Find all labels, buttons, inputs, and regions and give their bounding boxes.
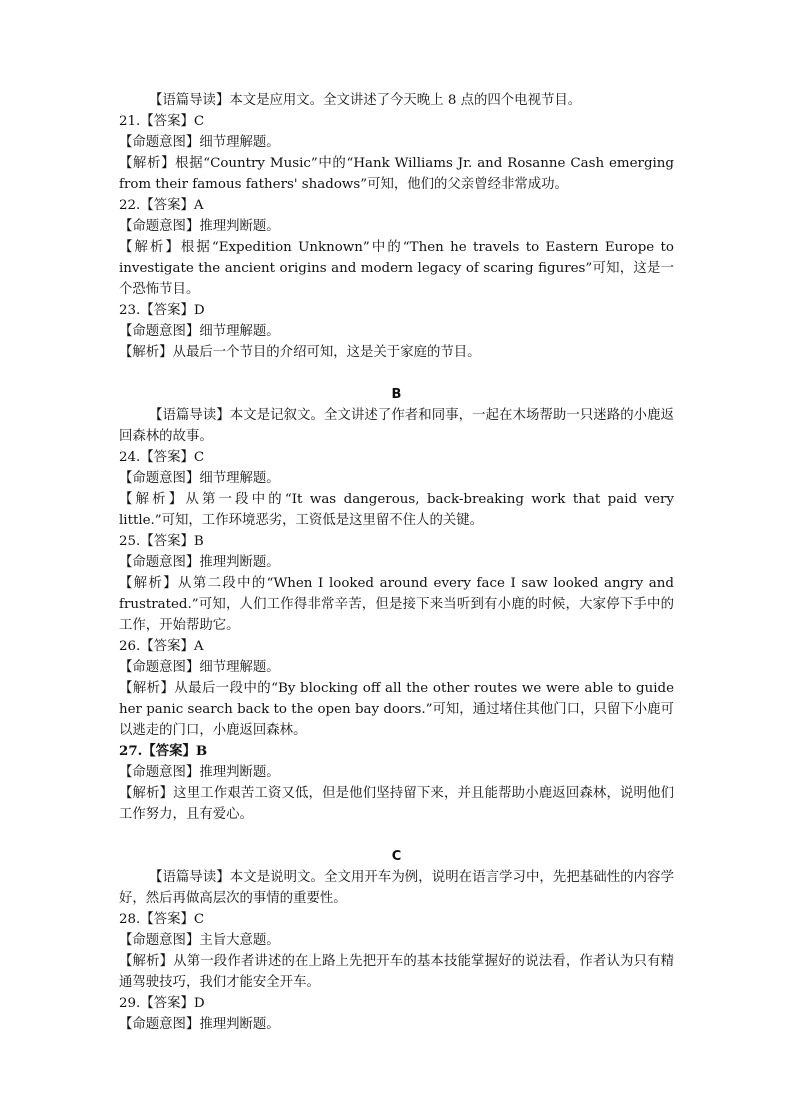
intent-28: 【命题意图】主旨大意题。: [119, 933, 280, 948]
answer-21: 21.【答案】C: [119, 114, 205, 129]
answer-28: 28.【答案】C: [119, 912, 205, 927]
spacer: [119, 363, 674, 384]
answer-25: 25.【答案】B: [119, 534, 204, 549]
spacer: [119, 825, 674, 846]
answer-key-page: [119, 90, 674, 1035]
analysis-22: 【解析】根据“Expedition Unknown”中的“Then he travels to Eastern Europe to investigate the ancient origins and modern legacy of scaring figures”可知，这是一个恐怖节目。: [119, 240, 674, 297]
intent-27: 【命题意图】推理判断题。: [119, 765, 280, 780]
section-b-intro: 【语篇导读】本文是记叙文。全文讲述了作者和同事，一起在木场帮助一只迷路的小鹿返回森林的故事。: [119, 408, 674, 444]
answer-22: 22.【答案】A: [119, 198, 204, 213]
intent-26: 【命题意图】细节理解题。: [119, 660, 280, 675]
analysis-26: 【解析】从最后一段中的“By blocking off all the other routes we were able to guide her panic search back to the open bay doors.”可知，通过堵住其他门口，只留下小鹿可以逃走的门口，小鹿返回森林。: [119, 681, 674, 738]
analysis-25: 【解析】从第二段中的“When I looked around every face I saw looked angry and frustrated.”可知，人们工作得非常辛苦，但是接下来当听到有小鹿的时候，大家停下手中的工作，开始帮助它。: [119, 576, 674, 633]
intent-21: 【命题意图】细节理解题。: [119, 135, 280, 150]
answer-23: 23.【答案】D: [119, 303, 205, 318]
analysis-23: 【解析】从最后一个节目的介绍可知，这是关于家庭的节目。: [119, 345, 481, 360]
section-a-intro: 【语篇导读】本文是应用文。全文讲述了今天晚上 8 点的四个电视节目。: [149, 93, 582, 108]
intent-29: 【命题意图】推理判断题。: [119, 1017, 280, 1032]
answer-29: 29.【答案】D: [119, 996, 205, 1011]
answer-24: 24.【答案】C: [119, 450, 205, 465]
answer-27: 27.【答案】B: [119, 743, 208, 759]
intent-25: 【命题意图】推理判断题。: [119, 555, 280, 570]
intent-22: 【命题意图】推理判断题。: [119, 219, 280, 234]
answer-26: 26.【答案】A: [119, 639, 204, 654]
analysis-28: 【解析】从第一段作者讲述的在上路上先把开车的基本技能掌握好的说法看，作者认为只有精通驾驶技巧，我们才能安全开车。: [119, 954, 674, 990]
section-b-heading: B: [391, 387, 402, 402]
analysis-27: 【解析】这里工作艰苦工资又低，但是他们坚持留下来，并且能帮助小鹿返回森林，说明他们工作努力，且有爱心。: [119, 786, 674, 822]
section-c-intro: 【语篇导读】本文是说明文。全文用开车为例，说明在语言学习中，先把基础性的内容学好，然后再做高层次的事情的重要性。: [119, 870, 674, 906]
intent-23: 【命题意图】细节理解题。: [119, 324, 280, 339]
section-c-heading: C: [391, 849, 402, 864]
intent-24: 【命题意图】细节理解题。: [119, 471, 280, 486]
analysis-24: 【解析】从第一段中的“It was dangerous, back-breaking work that paid very little.”可知，工作环境恶劣，工资低是这里留不住人的关键。: [119, 492, 674, 528]
analysis-21: 【解析】根据“Country Music”中的“Hank Williams Jr. and Rosanne Cash emerging from their famous fathers' shadows”可知，他们的父亲曾经非常成功。: [119, 156, 674, 192]
